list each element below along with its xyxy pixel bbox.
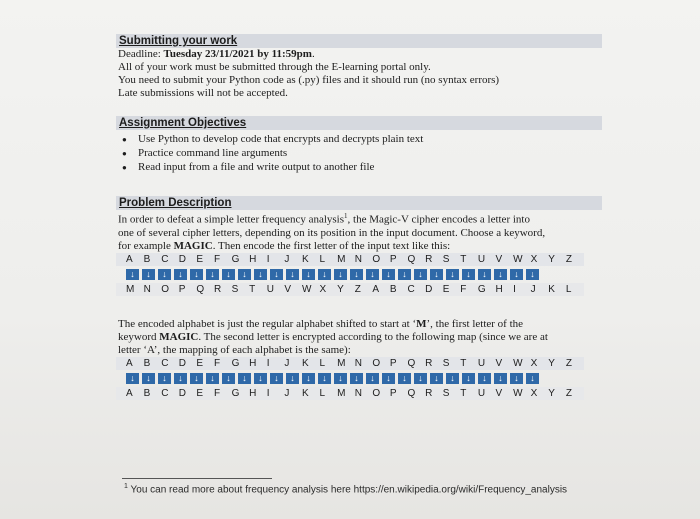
down-arrow-icon: ↓ [318, 373, 331, 384]
down-arrow-icon: ↓ [478, 269, 491, 280]
down-arrow-icon: ↓ [190, 269, 203, 280]
letter-cell: O [161, 283, 169, 295]
down-arrow-icon: ↓ [494, 269, 507, 280]
letter-cell: U [477, 357, 486, 369]
letter-cell: L [319, 253, 326, 265]
explain-2b: MAGIC [159, 330, 199, 343]
objective-item: ● Read input from a file and write output to another file [116, 160, 606, 174]
arrow-row-2 [116, 370, 606, 387]
letter-cell: V [284, 283, 292, 295]
letter-cell: P [178, 283, 186, 295]
letter-cell: W [513, 253, 523, 265]
objective-item: ● Use Python to develop code that encrypts and decrypts plain text [116, 132, 606, 146]
letter-cell: I [513, 283, 516, 295]
problem-heading-band [116, 196, 602, 210]
letter-cell: Q [407, 253, 416, 265]
down-arrow-icon: ↓ [174, 373, 187, 384]
problem-heading: Problem Description [119, 197, 232, 209]
letter-cell: V [495, 253, 503, 265]
letter-cell: U [266, 283, 274, 295]
down-arrow-icon: ↓ [286, 373, 299, 384]
down-arrow-icon: ↓ [398, 269, 411, 280]
letter-cell: B [389, 283, 397, 295]
down-arrow-icon: ↓ [334, 269, 347, 280]
explain-1b: M [416, 317, 427, 330]
letter-cell: F [213, 357, 221, 369]
submit-line-3: Late submissions will not be accepted. [118, 87, 288, 99]
letter-cell: M [337, 253, 346, 265]
letter-cell: X [530, 387, 538, 399]
letter-cell: F [213, 387, 221, 399]
letter-cell: H [495, 283, 503, 295]
down-arrow-icon: ↓ [462, 373, 475, 384]
letter-cell: R [425, 253, 433, 265]
letter-cell: W [513, 357, 523, 369]
down-arrow-icon: ↓ [350, 373, 363, 384]
letter-cell: O [372, 387, 381, 399]
letter-cell: E [442, 283, 450, 295]
letter-cell: B [143, 357, 151, 369]
letter-cell: F [460, 283, 467, 295]
letter-cell: O [372, 357, 381, 369]
letter-cell: Z [354, 283, 361, 295]
letter-cell: Q [407, 357, 416, 369]
explain-line-2 [116, 331, 606, 344]
down-arrow-icon: ↓ [238, 373, 251, 384]
letter-cell: X [319, 283, 327, 295]
down-arrow-icon: ↓ [142, 373, 155, 384]
problem-line-3 [116, 240, 606, 253]
plain-alphabet-row-1 [116, 253, 584, 266]
problem-line-2: one of several cipher letters, depending on its position in the input document. Choose a keyword, [118, 226, 546, 239]
down-arrow-icon: ↓ [238, 269, 251, 280]
letter-cell: M [126, 283, 135, 295]
down-arrow-icon: ↓ [142, 269, 155, 280]
down-arrow-icon: ↓ [126, 373, 139, 384]
down-arrow-icon: ↓ [126, 269, 139, 280]
footnote-link[interactable]: https://en.wikipedia.org/wiki/Frequency_analysis [353, 484, 568, 496]
letter-cell: R [425, 357, 433, 369]
down-arrow-icon: ↓ [302, 373, 315, 384]
letter-cell: C [161, 357, 169, 369]
arrow-row-1 [116, 266, 606, 283]
down-arrow-icon: ↓ [494, 373, 507, 384]
cipher-alphabet-row-2 [116, 387, 584, 400]
down-arrow-icon: ↓ [158, 373, 171, 384]
submit-line-2: You need to submit your Python code as (.py) files and it should run (no syntax errors) [118, 74, 500, 86]
down-arrow-icon: ↓ [430, 269, 443, 280]
down-arrow-icon: ↓ [414, 269, 427, 280]
letter-cell: Q [407, 387, 416, 399]
problem-line-3-suffix: . Then encode the first letter of the input text like this: [212, 239, 451, 252]
footnote-ref: 1 [344, 212, 348, 220]
letter-cell: M [337, 387, 346, 399]
down-arrow-icon: ↓ [462, 269, 475, 280]
letter-cell: E [196, 253, 204, 265]
down-arrow-icon: ↓ [270, 373, 283, 384]
letter-cell: Z [565, 357, 572, 369]
letter-cell: N [354, 387, 362, 399]
letter-cell: K [301, 387, 309, 399]
letter-cell: Z [565, 253, 572, 265]
letter-cell: J [284, 357, 290, 369]
letter-cell: L [319, 357, 326, 369]
letter-cell: P [389, 357, 397, 369]
submit-line-1: All of your work must be submitted through the E-learning portal only. [118, 61, 431, 73]
letter-cell: Y [337, 283, 344, 295]
letter-cell: D [178, 253, 187, 265]
letter-cell: J [284, 253, 290, 265]
letter-cell: N [354, 253, 362, 265]
letter-cell: K [301, 357, 309, 369]
submitting-heading-band [116, 34, 602, 48]
plain-alphabet-row-2 [116, 357, 584, 370]
letter-cell: G [477, 283, 486, 295]
letter-cell: N [354, 357, 362, 369]
letter-cell: J [530, 283, 536, 295]
letter-cell: V [495, 387, 503, 399]
down-arrow-icon: ↓ [446, 373, 459, 384]
explain-1c: ’, the first letter of the [426, 317, 524, 330]
letter-cell: I [266, 387, 270, 399]
submitting-heading: Submitting your work [119, 35, 238, 47]
down-arrow-icon: ↓ [366, 373, 379, 384]
letter-cell: P [389, 253, 397, 265]
letter-cell: T [249, 283, 256, 295]
letter-cell: K [548, 283, 555, 295]
down-arrow-icon: ↓ [478, 373, 491, 384]
letter-cell: E [196, 387, 204, 399]
down-arrow-icon: ↓ [222, 373, 235, 384]
letter-cell: Q [196, 283, 205, 295]
objective-item: ● Practice command line arguments [116, 146, 606, 160]
letter-cell: H [249, 253, 257, 265]
letter-cell: R [213, 283, 222, 295]
down-arrow-icon: ↓ [270, 269, 283, 280]
problem-line-3-prefix: for example [118, 239, 174, 252]
down-arrow-icon: ↓ [366, 269, 379, 280]
letter-cell: M [337, 357, 346, 369]
letter-cell: A [126, 253, 133, 265]
letter-cell: T [460, 253, 467, 265]
letter-cell: C [407, 283, 415, 295]
letter-cell: S [442, 357, 450, 369]
letter-cell: C [161, 253, 169, 265]
down-arrow-icon: ↓ [382, 269, 395, 280]
letter-cell: C [161, 387, 169, 399]
cipher-alphabet-row-1 [116, 283, 584, 296]
letter-cell: O [372, 253, 381, 265]
down-arrow-icon: ↓ [446, 269, 459, 280]
problem-line-1-rest: , the Magic-V cipher encodes a letter into [347, 213, 530, 226]
down-arrow-icon: ↓ [286, 269, 299, 280]
down-arrow-icon: ↓ [318, 269, 331, 280]
down-arrow-icon: ↓ [526, 373, 539, 384]
down-arrow-icon: ↓ [302, 269, 315, 280]
letter-cell: U [477, 387, 486, 399]
down-arrow-icon: ↓ [174, 269, 187, 280]
footnote-divider [122, 478, 272, 479]
letter-cell: Z [565, 387, 572, 399]
letter-cell: D [178, 357, 187, 369]
document-content [116, 34, 606, 400]
letter-cell: B [143, 253, 151, 265]
down-arrow-icon: ↓ [206, 373, 219, 384]
letter-cell: U [477, 253, 486, 265]
objectives-heading: Assignment Objectives [119, 117, 247, 129]
explain-1a: The encoded alphabet is just the regular alphabet shifted to start at ‘ [118, 317, 417, 330]
down-arrow-icon: ↓ [254, 269, 267, 280]
objectives-heading-band [116, 116, 602, 130]
down-arrow-icon: ↓ [222, 269, 235, 280]
letter-cell: Y [548, 357, 555, 369]
letter-cell: I [266, 357, 270, 369]
letter-cell: W [301, 283, 312, 295]
letter-cell: A [126, 387, 133, 399]
letter-cell: S [231, 283, 239, 295]
explain-line-3: letter ‘A’, the mapping of each alphabet is the same): [118, 343, 351, 356]
letter-cell: S [442, 253, 450, 265]
letter-cell: D [425, 283, 433, 295]
letter-cell: N [143, 283, 151, 295]
letter-cell: X [530, 253, 538, 265]
letter-cell: G [231, 357, 240, 369]
explain-2c: . The second letter is encrypted according to the following map (since we are at [198, 330, 548, 343]
letter-cell: A [126, 357, 133, 369]
down-arrow-icon: ↓ [158, 269, 171, 280]
objectives-list [116, 132, 606, 174]
letter-cell: L [565, 283, 572, 295]
deadline-line [116, 48, 606, 61]
letter-cell: L [319, 387, 326, 399]
down-arrow-icon: ↓ [206, 269, 219, 280]
letter-cell: T [460, 387, 467, 399]
footnote-marker: 1 [124, 483, 128, 490]
letter-cell: H [249, 387, 257, 399]
deadline-prefix: Deadline: [118, 48, 164, 60]
problem-line-1 [116, 210, 606, 227]
letter-cell: V [495, 357, 503, 369]
letter-cell: F [213, 253, 221, 265]
letter-cell: G [231, 387, 240, 399]
explain-line-1 [116, 318, 606, 331]
down-arrow-icon: ↓ [334, 373, 347, 384]
letter-cell: T [460, 357, 467, 369]
down-arrow-icon: ↓ [510, 373, 523, 384]
down-arrow-icon: ↓ [350, 269, 363, 280]
letter-cell: H [249, 357, 257, 369]
letter-cell: Y [548, 253, 555, 265]
letter-cell: K [301, 253, 309, 265]
letter-cell: E [196, 357, 204, 369]
footnote [124, 483, 567, 495]
down-arrow-icon: ↓ [526, 269, 539, 280]
footnote-text: You can read more about frequency analysis here [127, 484, 354, 496]
problem-line-1-text: In order to defeat a simple letter frequency analysis [118, 213, 345, 226]
letter-cell: B [143, 387, 151, 399]
letter-cell: R [425, 387, 433, 399]
letter-cell: S [442, 387, 450, 399]
down-arrow-icon: ↓ [510, 269, 523, 280]
letter-cell: A [372, 283, 379, 295]
keyword-magic: MAGIC [173, 239, 213, 252]
letter-cell: D [178, 387, 187, 399]
letter-cell: P [389, 387, 397, 399]
down-arrow-icon: ↓ [190, 373, 203, 384]
down-arrow-icon: ↓ [254, 373, 267, 384]
down-arrow-icon: ↓ [382, 373, 395, 384]
letter-cell: W [513, 387, 523, 399]
letter-cell: I [266, 253, 270, 265]
letter-cell: J [284, 387, 290, 399]
down-arrow-icon: ↓ [398, 373, 411, 384]
letter-cell: Y [548, 387, 555, 399]
explain-2a: keyword [118, 330, 160, 343]
letter-cell: G [231, 253, 240, 265]
down-arrow-icon: ↓ [430, 373, 443, 384]
down-arrow-icon: ↓ [414, 373, 427, 384]
letter-cell: X [530, 357, 538, 369]
deadline-value: Tuesday 23/11/2021 by 11:59pm [163, 48, 312, 60]
deadline-suffix: . [311, 48, 315, 60]
